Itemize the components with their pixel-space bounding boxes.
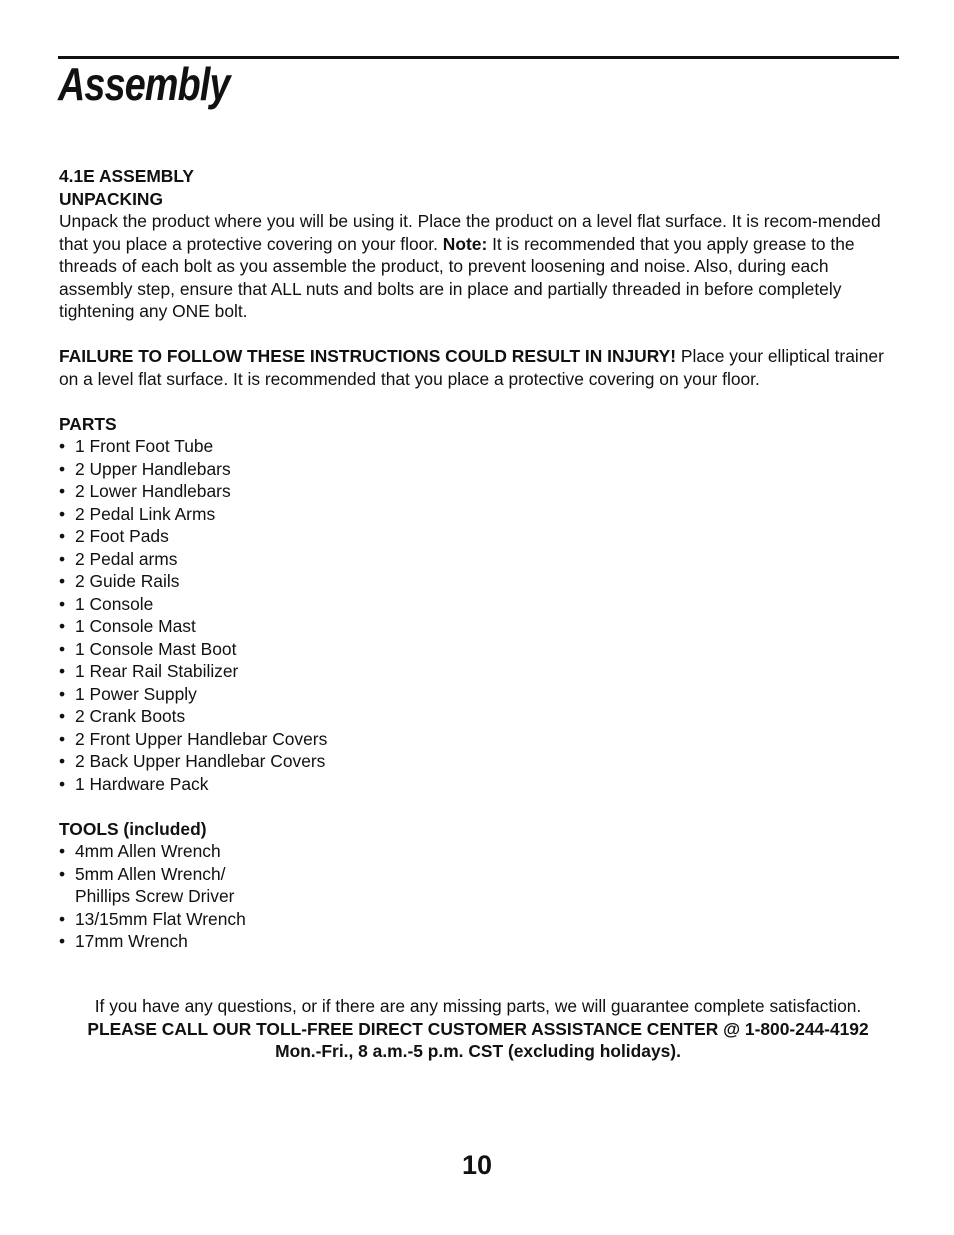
footer-note xyxy=(59,995,897,1063)
spacer xyxy=(59,795,897,818)
list-item: • 2 Lower Handlebars xyxy=(59,480,897,503)
list-item: • 4mm Allen Wrench xyxy=(59,840,897,863)
page-number: 10 xyxy=(461,1150,493,1180)
note-label: Note: xyxy=(442,233,488,254)
main-content xyxy=(59,165,897,953)
unpacking-paragraph xyxy=(59,210,897,323)
footer-line-1: If you have any questions, or if there are any missing parts, we will guarantee complete satisfaction. xyxy=(94,996,862,1016)
tools-heading: TOOLS (included) xyxy=(59,818,207,839)
parts-list xyxy=(59,435,897,795)
list-item: • 2 Upper Handlebars xyxy=(59,458,897,481)
list-item: • 1 Power Supply xyxy=(59,683,897,706)
unpacking-text-2: It is recommended that you apply grease to the threads of each bolt as you assemble the product, to prevent loosening and noise. Also, during each assembly step, ensure that ALL nuts and bolts are in place and partially threaded in before completely tightening any ONE bolt. xyxy=(59,233,855,321)
list-item: • 1 Rear Rail Stabilizer xyxy=(59,660,897,683)
unpacking-text-1: Unpack the product where you will be using it. Place the product on a level flat surface. It is recom-mended that you place a protective covering on your floor. xyxy=(59,211,881,254)
list-item: • 13/15mm Flat Wrench xyxy=(59,908,897,931)
list-item: • 2 Guide Rails xyxy=(59,570,897,593)
section-heading: 4.1E ASSEMBLY xyxy=(59,166,194,186)
list-item: • 2 Pedal Link Arms xyxy=(59,503,897,526)
warning-bold: FAILURE TO FOLLOW THESE INSTRUCTIONS COULD RESULT IN INJURY! xyxy=(59,346,677,366)
unpacking-heading: UNPACKING xyxy=(59,188,164,209)
list-item: • 1 Hardware Pack xyxy=(59,773,897,796)
footer-line-2: PLEASE CALL OUR TOLL-FREE DIRECT CUSTOMER ASSISTANCE CENTER @ 1-800-244-4192 xyxy=(87,1018,869,1039)
list-item: • 2 Front Upper Handlebar Covers xyxy=(59,728,897,751)
list-item: • 1 Console Mast Boot xyxy=(59,638,897,661)
spacer xyxy=(59,390,897,413)
footer-line-3: Mon.-Fri., 8 a.m.-5 p.m. CST (excluding holidays). xyxy=(275,1041,681,1061)
list-item: • 2 Foot Pads xyxy=(59,525,897,548)
list-item: • 1 Console xyxy=(59,593,897,616)
list-item: • 1 Console Mast xyxy=(59,615,897,638)
page-title: Assembly xyxy=(58,58,230,110)
warning-text: Place your elliptical trainer on a level flat surface. It is recommended that you place a protective covering on your floor. xyxy=(59,346,884,389)
list-item: • 1 Front Foot Tube xyxy=(59,435,897,458)
list-item: • 5mm Allen Wrench/ Phillips Screw Driver xyxy=(59,863,275,908)
list-item: • 2 Crank Boots xyxy=(59,705,897,728)
list-item: • 2 Pedal arms xyxy=(59,548,897,571)
list-item: • 17mm Wrench xyxy=(59,930,897,953)
warning-paragraph xyxy=(59,345,897,390)
tools-list xyxy=(59,840,897,953)
list-item: • 2 Back Upper Handlebar Covers xyxy=(59,750,897,773)
parts-heading: PARTS xyxy=(59,413,117,434)
spacer xyxy=(59,323,897,346)
